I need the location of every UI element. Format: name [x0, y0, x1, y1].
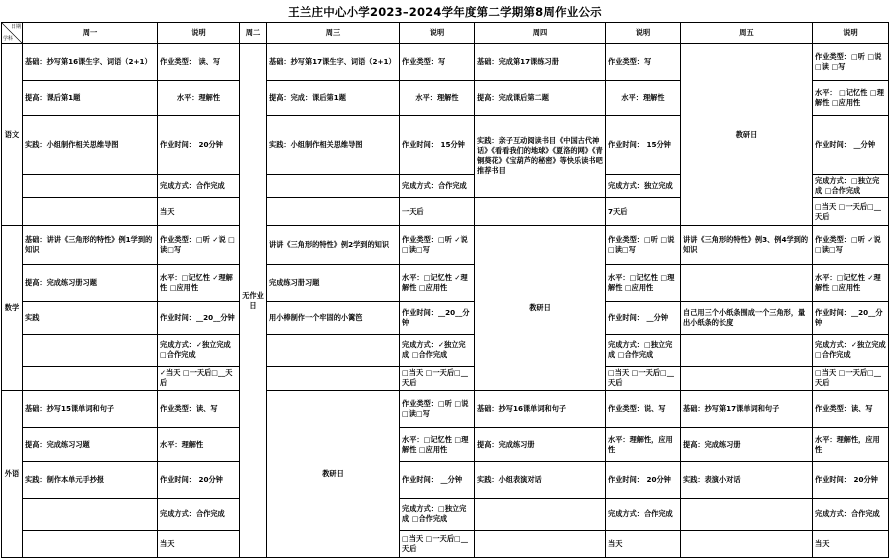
- cn-wed-mode: 完成方式：合作完成: [400, 174, 475, 197]
- en-wed-mode: 完成方式：□独立完成 □合作完成: [400, 498, 475, 530]
- en-fri-mode: 完成方式：合作完成: [813, 498, 889, 530]
- header-wednesday: 周三: [267, 23, 400, 44]
- header-monday-note: 说明: [158, 23, 240, 44]
- corner-cell: [2, 23, 23, 44]
- cn-mon-mode: 完成方式：合作完成: [158, 174, 240, 197]
- en-fri-practice: 实践：表演小对话: [681, 462, 813, 498]
- en-wed-research-day: 教研日: [267, 390, 400, 557]
- math-fri-mode: 完成方式：✓独立完成 □合作完成: [813, 334, 889, 366]
- subject-english: 外语: [2, 390, 23, 557]
- en-thu-basic: 基础：抄写16课单词和句子: [475, 390, 606, 427]
- cn-mon-level: 水平：理解性: [158, 81, 240, 115]
- cn-mon-empty-2: [23, 197, 158, 225]
- cn-fri-due: □当天 □一天后□__天后: [813, 197, 889, 225]
- math-mon-basic: 基础：讲讲《三角形的特性》例1学到的知识: [23, 226, 158, 265]
- math-mon-empty-2: [23, 366, 158, 390]
- cn-thu-level: 水平：理解性: [606, 81, 681, 115]
- en-mon-level: 水平：理解性: [158, 428, 240, 462]
- math-mon-due: ✓当天 □一天后□__天后: [158, 366, 240, 390]
- math-fri-time: 作业时间：__20__分钟: [813, 301, 889, 334]
- cn-wed-empty-2: [267, 197, 400, 225]
- math-wed-mode: 完成方式：✓独立完成 □合作完成: [400, 334, 475, 366]
- cn-thu-due: 7天后: [606, 197, 681, 225]
- en-thu-type: 作业类型：说、写: [606, 390, 681, 427]
- math-wed-empty: [267, 334, 400, 366]
- en-thu-due: 当天: [606, 530, 681, 557]
- cn-fri-type: 作业类型：□听 □说 □读 □写: [813, 44, 889, 81]
- corner-date-label: 日期: [10, 24, 21, 30]
- cn-mon-advanced: 提高：课后第1题: [23, 81, 158, 115]
- math-thu-due: □当天 □一天后□__天后: [606, 366, 681, 390]
- math-wed-practice: 用小棒制作一个牢固的小篱笆: [267, 301, 400, 334]
- math-mon-mode: 完成方式：✓独立完成 □合作完成: [158, 334, 240, 366]
- en-fri-level: 水平：理解性，应用性: [813, 428, 889, 462]
- math-fri-type: 作业类型：□听 ✓说 □读□写: [813, 226, 889, 265]
- math-fri-practice: 自己用三个小纸条围成一个三角形，量出小纸条的长度: [681, 301, 813, 334]
- en-mon-basic: 基础：抄写15课单词和句子: [23, 390, 158, 427]
- math-wed-basic: 讲讲《三角形的特性》例2学到的知识: [267, 226, 400, 265]
- en-fri-empty-2: [681, 530, 813, 557]
- en-wed-due: □当天 □一天后□__天后: [400, 530, 475, 557]
- en-thu-advanced: 提高：完成练习册: [475, 428, 606, 462]
- en-thu-empty-2: [475, 530, 606, 557]
- math-fri-due: □当天 □一天后□__天后: [813, 366, 889, 390]
- cn-mon-time: 作业时间： 20分钟: [158, 115, 240, 174]
- math-wed-advanced: 完成练习册习题: [267, 265, 400, 301]
- math-wed-type: 作业类型：□听 ✓说 □读□写: [400, 226, 475, 265]
- en-fri-type: 作业类型：读、写: [813, 390, 889, 427]
- math-mon-empty: [23, 334, 158, 366]
- math-mon-practice: 实践: [23, 301, 158, 334]
- cn-mon-due: 当天: [158, 197, 240, 225]
- en-mon-advanced: 提高：完成练习习题: [23, 428, 158, 462]
- en-mon-practice: 实践：制作本单元手抄报: [23, 462, 158, 498]
- math-mon-time: 作业时间：__20__分钟: [158, 301, 240, 334]
- subject-chinese: 语文: [2, 44, 23, 226]
- header-tuesday: 周二: [240, 23, 267, 44]
- cn-fri-research-day: 教研日: [681, 44, 813, 226]
- en-fri-advanced: 提高：完成练习册: [681, 428, 813, 462]
- math-thu-type: 作业类型：□听 □说 □读□写: [606, 226, 681, 265]
- cn-wed-time: 作业时间： 15分钟: [400, 115, 475, 174]
- math-thu-time: 作业时间： __分钟: [606, 301, 681, 334]
- cn-wed-level: 水平：理解性: [400, 81, 475, 115]
- cn-thu-mode: 完成方式：独立完成: [606, 174, 681, 197]
- header-monday: 周一: [23, 23, 158, 44]
- en-mon-empty: [23, 498, 158, 530]
- en-mon-type: 作业类型：读、写: [158, 390, 240, 427]
- cn-mon-empty: [23, 174, 158, 197]
- en-mon-due: 当天: [158, 530, 240, 557]
- en-wed-time: 作业时间： __分钟: [400, 462, 475, 498]
- cn-wed-due: 一天后: [400, 197, 475, 225]
- math-wed-empty-2: [267, 366, 400, 390]
- cn-fri-time: 作业时间： __分钟: [813, 115, 889, 174]
- math-thu-level: 水平：□记忆性 □理解性 □应用性: [606, 265, 681, 301]
- math-wed-level: 水平：□记忆性 ✓理解性 □应用性: [400, 265, 475, 301]
- cn-thu-advanced: 提高：完成课后第二题: [475, 81, 606, 115]
- cn-thu-type: 作业类型：写: [606, 44, 681, 81]
- cn-wed-advanced: 提高：完成：课后第1题: [267, 81, 400, 115]
- en-mon-mode: 完成方式：合作完成: [158, 498, 240, 530]
- cn-fri-mode: 完成方式：□独立完成 □合作完成: [813, 174, 889, 197]
- math-fri-empty-3: [681, 366, 813, 390]
- en-thu-time: 作业时间： 20分钟: [606, 462, 681, 498]
- page-title: 王兰庄中心小学2023–2024学年度第二学期第8周作业公示: [288, 5, 602, 19]
- en-thu-level: 水平：理解性，应用性: [606, 428, 681, 462]
- math-fri-basic: 讲讲《三角形的特性》例3、例4学到的知识: [681, 226, 813, 265]
- header-thursday-note: 说明: [606, 23, 681, 44]
- en-mon-time: 作业时间： 20分钟: [158, 462, 240, 498]
- en-wed-type: 作业类型：□听 □说 □读□写: [400, 390, 475, 427]
- cn-thu-practice: 实践：亲子互动阅读书目《中国古代神话》《看看我们的地球》《夏洛的网》《青铜葵花》《宝葫芦的秘密》等快乐读书吧推荐书目: [475, 115, 606, 197]
- tuesday-no-homework: 无作业日: [240, 44, 267, 558]
- cn-mon-practice: 实践：小组制作相关思维导图: [23, 115, 158, 174]
- en-wed-level: 水平：□记忆性 □理解性 □应用性: [400, 428, 475, 462]
- math-thu-mode: 完成方式：□独立完成 □合作完成: [606, 334, 681, 366]
- math-mon-advanced: 提高：完成练习册习题: [23, 265, 158, 301]
- header-thursday: 周四: [475, 23, 606, 44]
- cn-mon-basic: 基础：抄写第16课生字、词语（2+1）: [23, 44, 158, 81]
- cn-thu-basic: 基础：完成第17课练习册: [475, 44, 606, 81]
- en-thu-mode: 完成方式：合作完成: [606, 498, 681, 530]
- en-fri-due: 当天: [813, 530, 889, 557]
- cn-thu-empty: [475, 197, 606, 225]
- math-fri-empty-2: [681, 334, 813, 366]
- cn-thu-time: 作业时间： 15分钟: [606, 115, 681, 174]
- en-fri-basic: 基础：抄写第17课单词和句子: [681, 390, 813, 427]
- cn-wed-practice: 实践：小组制作相关思维导图: [267, 115, 400, 174]
- en-thu-practice: 实践：小组表演对话: [475, 462, 606, 498]
- cn-mon-type: 作业类型： 读、写: [158, 44, 240, 81]
- math-fri-empty: [681, 265, 813, 301]
- math-fri-level: 水平：□记忆性 ✓理解性 □应用性: [813, 265, 889, 301]
- math-mon-type: 作业类型：□听 ✓说 □读□写: [158, 226, 240, 265]
- homework-table: [1, 22, 889, 558]
- cn-fri-level: 水平： □记忆性 □理解性 □应用性: [813, 81, 889, 115]
- corner-subject-label: 学科: [3, 36, 14, 43]
- subject-math: 数学: [2, 226, 23, 391]
- header-friday-note: 说明: [813, 23, 889, 44]
- header-friday: 周五: [681, 23, 813, 44]
- cn-wed-type: 作业类型：写: [400, 44, 475, 81]
- math-wed-due: □当天 □一天后□__天后: [400, 366, 475, 390]
- math-wed-time: 作业时间：__20__分钟: [400, 301, 475, 334]
- math-thu-research-day: 教研日: [475, 226, 606, 391]
- cn-wed-empty: [267, 174, 400, 197]
- en-fri-time: 作业时间： 20分钟: [813, 462, 889, 498]
- en-mon-empty-2: [23, 530, 158, 557]
- header-row: [2, 23, 889, 44]
- cn-wed-basic: 基础：抄写第17课生字、词语（2+1）: [267, 44, 400, 81]
- en-fri-empty: [681, 498, 813, 530]
- header-wednesday-note: 说明: [400, 23, 475, 44]
- en-thu-empty: [475, 498, 606, 530]
- math-mon-level: 水平：□记忆性 ✓理解性 □应用性: [158, 265, 240, 301]
